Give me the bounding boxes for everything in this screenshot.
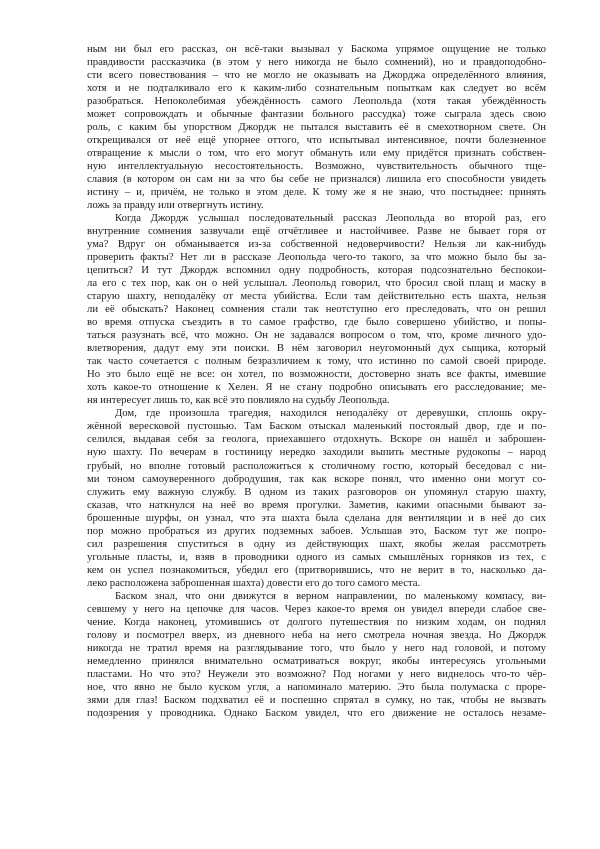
text-line: таться разузнать всё, что можно. Он не задавался вопросом о том, что, кроме личного удо- [87, 329, 546, 342]
text-line: севшему у него на цепочке для часов. Через какое-то время он увидел впереди слабое све- [87, 602, 546, 615]
text-line: хоть какое-то отношение к Хелен. Я не стану подробно описывать его расследование; ме- [87, 381, 546, 394]
text-line: ли её обыскать? Наконец сомнения стали так неотступно его преследовать, что он решил [87, 303, 546, 316]
text-line: пор можно пробраться из других подземных забоев. Услышав это, Баском тут же попро- [87, 524, 546, 537]
text-line: во время отпуска съездить в то самое графство, где было совершено убийство, и попы- [87, 316, 546, 329]
text-line: кем он успел познакомиться, убедил его (притворившись, что не верит в то, насколько да- [87, 563, 546, 576]
text-line: сказав, что наткнулся на неё во время прогулки. Заметив, какими опасными бывают за- [87, 498, 546, 511]
text-line: ное, что явно не было куском угля, а напоминало материю. Это была полумаска с проре- [87, 680, 546, 693]
text-line: никогда не тратил время на разглядывание того, что было у него над головой, и потому [87, 641, 546, 654]
text-line: ную интеллектуальную несостоятельность. Возможно, чувствительность обычного тще- [87, 160, 546, 173]
text-line: ми тоном самоуверенного добродушия, так как вскоре понял, что именно они могут со- [87, 472, 546, 485]
text-line: брошенные шурфы, он узнал, что эта шахта была сделана для вентиляции и в неё до сих [87, 511, 546, 524]
text-line: жённой вересковой пустошью. Там Баском отыскал маленький постоялый двор, где и по- [87, 420, 546, 433]
text-line: славия (в котором он сам ни за что бы себе не признался) лишила его способности увидеть [87, 173, 546, 186]
text-line: ла его с тех пор, как он о ней услышал. Леопольд говорил, что бросил свой плащ и маску в [87, 277, 546, 290]
text-line: Но это было ещё не все: он хотел, по возможности, достоверно знать все факты, имевшие [87, 368, 546, 381]
text-line: пластами. Но что это? Неужели это возможно? Под ногами у него виднелось что-то чёр- [87, 667, 546, 680]
paragraph-1 [87, 43, 546, 212]
text-line: старую шахту, неподалёку от места убийства. Если там действительно есть шахта, нельзя [87, 290, 546, 303]
text-line: отвращение к мысли о том, что его могут обмануть или ему придётся признать собствен- [87, 147, 546, 160]
text-line: разобраться. Непоколебимая убеждённость самого Леопольда (хотя такая убеждённость [87, 95, 546, 108]
text-line: Дом, где произошла трагедия, находился неподалёку от деревушки, сплошь окру- [115, 407, 546, 420]
text-line: сти всего повествования – что не могло не оказывать на Джорджа определённого влияния, [87, 69, 546, 82]
text-line: так часто сочетается с полным безразличием к тому, что истинно по самой своей природе. [87, 355, 546, 368]
text-line: открещивался от неё ещё упорнее оттого, что испытывал интенсивное, почти болезненное [87, 134, 546, 147]
text-line: грубый, но вполне готовый расположиться к столичному гостю, который беседовал с ни- [87, 459, 546, 472]
text-line: чение. Когда наконец, утомившись от долгого путешествия по низким ходам, он поднял [87, 615, 546, 628]
document-page [87, 43, 546, 720]
text-line: голову и посмотрел вверх, из дневного неба на него смотрела ночная звезда. Но Джордж [87, 628, 546, 641]
text-line: ложь за правду или отвергнуть истину. [87, 199, 264, 212]
text-line: может сопровождать и обычные фантазии больного рассудка) тоже сыграла здесь свою [87, 108, 546, 121]
text-line: проверить факты? Нет ли в рассказе Леопольда чего-то такого, за что можно было бы за- [87, 251, 546, 264]
text-line: правдивости рассказчика (в этом у него никогда не было сомнений), но и правдоподобно- [87, 56, 546, 69]
paragraph-4 [87, 590, 546, 720]
text-line: немедленно принялся внимательно осматриваться вокруг, якобы интересуясь угольными [87, 654, 546, 667]
text-line: цепиться? И тут Джордж вспомнил одну подробность, которая подсознательно беспокои- [87, 264, 546, 277]
text-line: подозрения у проводника. Однако Баском увидел, что его движение не осталось незаме- [87, 706, 546, 719]
text-line: зями для глаз! Баском подхватил её и поспешно спрятал в сумку, но так, чтобы не вызвать [87, 693, 546, 706]
text-line: селился, выдавая себя за геолога, приехавшего отдохнуть. Вскоре он нашёл и заброшен- [87, 433, 546, 446]
text-line: роль, с каким бы упорством Джордж не пытался выставить её в смехотворном свете. Он [87, 121, 546, 134]
text-line: хотя и не подталкивало его к каким-либо сознательным попыткам как следует во всём [87, 82, 546, 95]
text-line: Баском знал, что они движутся в верном направлении, по маленькому компасу, ви- [115, 589, 546, 602]
text-line: влетворения, дадут ему эти поиски. В нём заговорил неугомонный дух сыщика, который [87, 342, 546, 355]
text-line: служить ему важную службу. В одном из таких разговоров он упомянул старую шахту, [87, 485, 546, 498]
paragraph-2 [87, 212, 546, 407]
text-line: ума? Вдруг он обманывается из-за собственной недоверчивости? Нельзя ли как-нибудь [87, 238, 546, 251]
text-line: леко расположена заброшенная шахта) довести его до того самого места. [87, 576, 421, 589]
text-line: угольные пласты, и, взяв в проводники одного из самых смышлёных горняков из тех, с [87, 550, 546, 563]
paragraph-3 [87, 407, 546, 589]
text-line: Когда Джордж услышал последовательный рассказ Леопольда во второй раз, его [115, 212, 546, 225]
text-line: ным ни был его рассказ, он всё-таки вызывал у Баскома упрямое ощущение не только [87, 43, 546, 55]
text-line: внутренние сомнения зазвучали ещё отчётливее и настойчивее. Разве не бывает горя от [87, 225, 546, 238]
text-line: ня интересует лишь то, как всё это повлияло на судьбу Леопольда. [87, 394, 390, 407]
text-line: сил разрешения спуститься в одну из действующих шахт, якобы желая рассмотреть [87, 537, 546, 550]
text-line: ную шахту. По вечерам в гостиницу нередко заходили выпить местные рудокопы – народ [87, 446, 546, 459]
text-line: истину – и, причём, не только в этом деле. К тому же я не знаю, что постыднее: принять [87, 186, 546, 199]
